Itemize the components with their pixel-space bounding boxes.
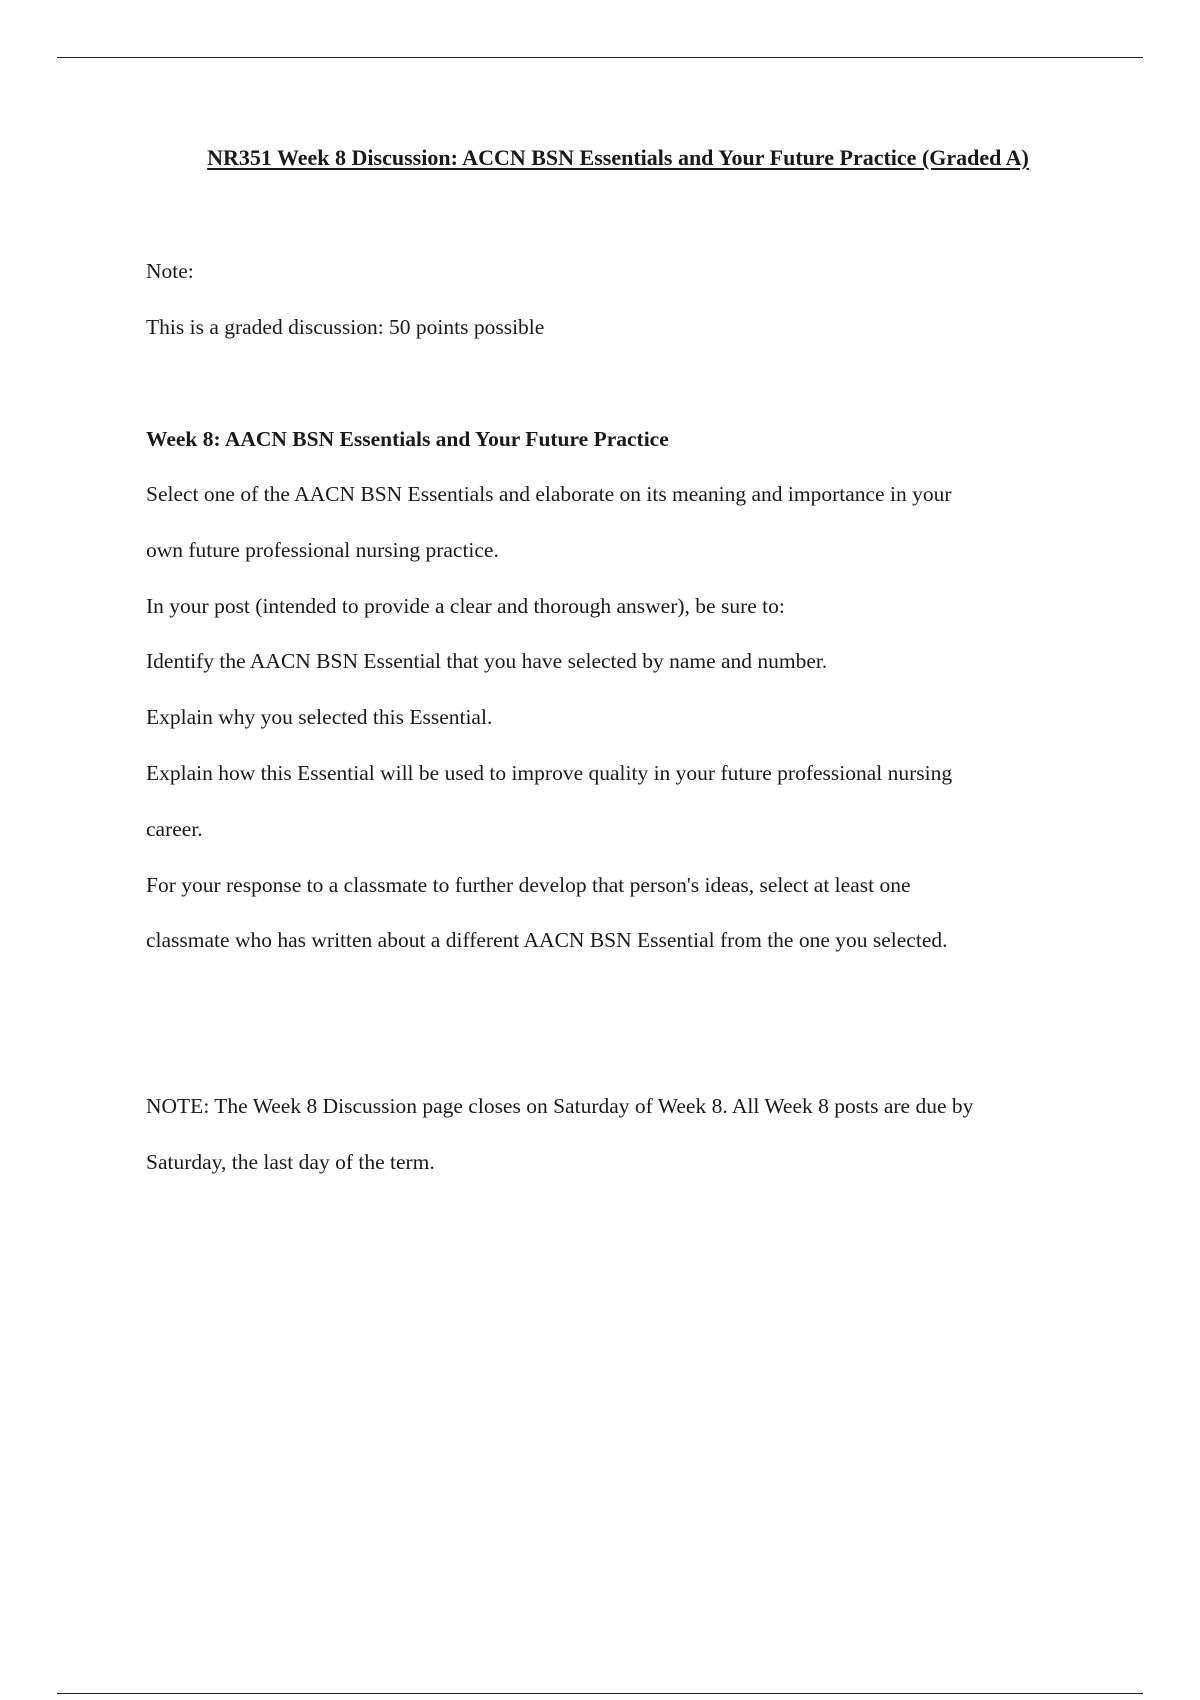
- document-title: NR351 Week 8 Discussion: ACCN BSN Essentials and Your Future Practice (Graded A): [207, 145, 1029, 170]
- instruction-line: Select one of the AACN BSN Essentials and elaborate on its meaning and importance in your: [146, 482, 952, 506]
- instruction-line: classmate who has written about a different AACN BSN Essential from the one you selected.: [146, 928, 948, 952]
- instruction-line: own future professional nursing practice.: [146, 538, 499, 562]
- instruction-line: career.: [146, 817, 203, 841]
- bottom-divider: [57, 1693, 1143, 1694]
- top-divider: [57, 57, 1143, 58]
- instruction-line: For your response to a classmate to further develop that person's ideas, select at least one: [146, 873, 911, 897]
- closing-note-line: Saturday, the last day of the term.: [146, 1150, 435, 1174]
- graded-info: This is a graded discussion: 50 points possible: [146, 315, 545, 339]
- instruction-line: Explain how this Essential will be used to improve quality in your future professional nursing: [146, 761, 953, 785]
- instruction-line: Identify the AACN BSN Essential that you have selected by name and number.: [146, 649, 828, 673]
- instruction-line: Explain why you selected this Essential.: [146, 705, 493, 729]
- section-heading: Week 8: AACN BSN Essentials and Your Future Practice: [146, 427, 669, 451]
- note-label: Note:: [146, 259, 194, 283]
- closing-note-line: NOTE: The Week 8 Discussion page closes on Saturday of Week 8. All Week 8 posts are due by: [146, 1094, 974, 1118]
- instruction-line: In your post (intended to provide a clear and thorough answer), be sure to:: [146, 594, 785, 618]
